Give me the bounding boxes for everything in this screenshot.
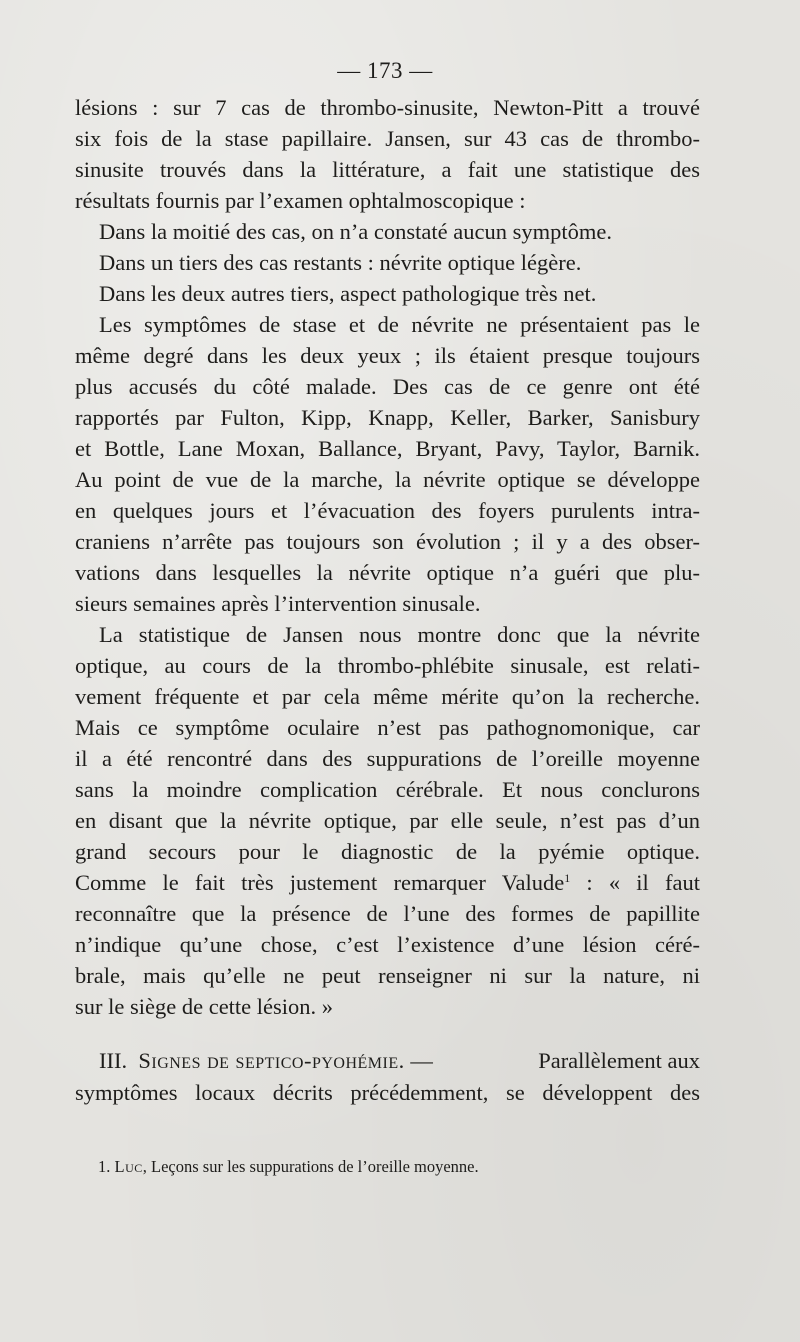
text-line-valude	[75, 867, 700, 898]
footnote-author: Luc	[114, 1157, 143, 1176]
text-line: il a été rencontré dans des suppurations de l’oreille moyenne	[75, 746, 700, 771]
list-item: Dans les deux autres tiers, aspect pathologique très net.	[99, 281, 597, 306]
text-line: plus accusés du côté malade. Des cas de ce genre ont été	[75, 374, 700, 399]
text-line: sinusite trouvés dans la littérature, a fait une statistique des	[75, 157, 700, 182]
text-line: résultats fournis par l’examen ophtalmoscopique :	[75, 188, 526, 213]
section-title: Signes de septico-pyohémie.	[138, 1048, 405, 1073]
section-dash: —	[410, 1048, 433, 1073]
text-line: Mais ce symptôme oculaire n’est pas pathognomonique, car	[75, 715, 700, 740]
text-line: symptômes locaux décrits précédemment, se développent des	[75, 1080, 700, 1105]
section-spacer	[75, 1022, 700, 1044]
text-line: brale, mais qu’elle ne peut renseigner ni sur la nature, ni	[75, 963, 700, 988]
page-number: — 173 —	[337, 58, 433, 83]
text-line: reconnaître que la présence de l’une des formes de papillite	[75, 901, 700, 926]
text-line: et Bottle, Lane Moxan, Ballance, Bryant, Pavy, Taylor, Barnik.	[75, 436, 700, 461]
text-line: sur le siège de cette lésion. »	[75, 994, 334, 1019]
text-line: en disant que la névrite optique, par elle seule, n’est pas d’un	[75, 808, 700, 833]
text-fragment: Comme le fait très justement remarquer Valude	[75, 870, 565, 895]
text-line: lésions : sur 7 cas de thrombo-sinusite, Newton-Pitt a trouvé	[75, 95, 700, 120]
text-line: vations dans lesquelles la névrite optique n’a guéri que plu-	[75, 560, 700, 585]
text-line: en quelques jours et l’évacuation des foyers purulents intra-	[75, 498, 700, 523]
section-text: Parallèlement aux	[538, 1048, 700, 1073]
list-item: Dans la moitié des cas, on n’a constaté aucun symptôme.	[99, 219, 612, 244]
text-line: vement fréquente et par cela même mérite qu’on la recherche.	[75, 684, 700, 709]
text-line: six fois de la stase papillaire. Jansen, sur 43 cas de thrombo-	[75, 126, 700, 151]
text-line: sieurs semaines après l’intervention sinusale.	[75, 591, 481, 616]
text-line: grand secours pour le diagnostic de la pyémie optique.	[75, 839, 700, 864]
text-line: même degré dans les deux yeux ; ils étaient presque toujours	[75, 343, 700, 368]
footnote-reference: 1	[564, 871, 571, 885]
text-line: La statistique de Jansen nous montre donc que la névrite	[99, 622, 700, 647]
text-line: rapportés par Fulton, Kipp, Knapp, Keller, Barker, Sanisbury	[75, 405, 700, 430]
text-line: Les symptômes de stase et de névrite ne présentaient pas le	[99, 312, 700, 337]
list-item: Dans un tiers des cas restants : névrite optique légère.	[99, 250, 582, 275]
text-line: craniens n’arrête pas toujours son évolution ; il y a des obser-	[75, 529, 700, 554]
text-line: n’indique qu’une chose, c’est l’existence d’une lésion céré-	[75, 932, 700, 957]
section-numeral: III.	[99, 1048, 128, 1073]
section-heading	[75, 1044, 700, 1077]
text-line: optique, au cours de la thrombo-phlébite sinusale, est relati-	[75, 653, 700, 678]
footnote	[98, 1156, 479, 1178]
text-fragment: : « il faut	[570, 870, 700, 895]
text-line: sans la moindre complication cérébrale. Et nous conclurons	[75, 777, 700, 802]
text-line: Au point de vue de la marche, la névrite optique se développe	[75, 467, 700, 492]
footnote-number: 1.	[98, 1157, 111, 1176]
footnote-text: , Leçons sur les suppurations de l’oreille moyenne.	[142, 1157, 479, 1176]
body-text	[75, 92, 700, 1108]
